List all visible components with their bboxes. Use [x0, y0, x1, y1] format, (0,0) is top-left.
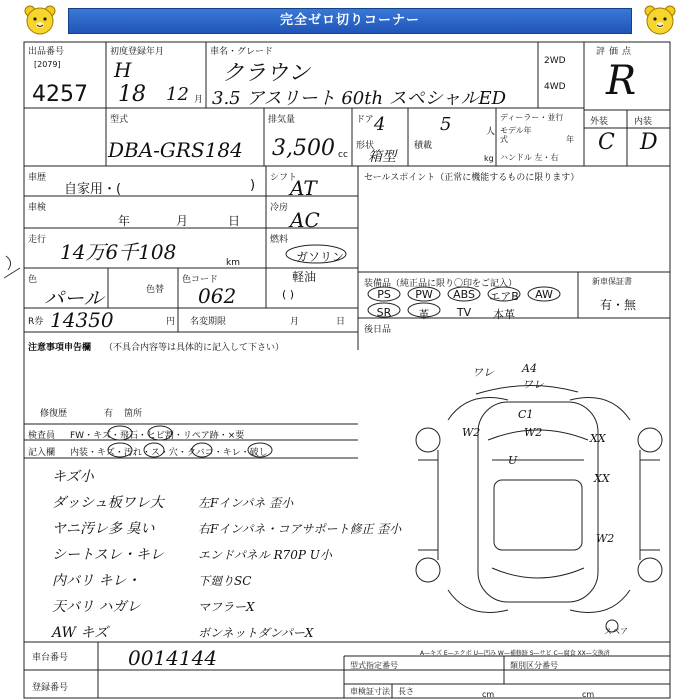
- warranty-label: 新車保証書: [592, 277, 632, 286]
- color-value: パール: [44, 286, 104, 310]
- gasoline-circle-icon: [284, 244, 348, 264]
- equipment-item: 本革: [493, 308, 515, 321]
- ac-label: 冷房: [270, 203, 289, 213]
- era-value: H: [114, 58, 132, 82]
- seat-unit: 人: [486, 127, 496, 137]
- handwritten-note: 内バリ キレ・: [52, 573, 141, 589]
- equipment-item: エアB: [489, 290, 519, 303]
- color-code-label: 色コード: [182, 275, 219, 285]
- fuel-paren: ( ): [282, 288, 295, 301]
- equipment-label: 装備品（純正品に限り〇印をご記入）: [364, 279, 518, 289]
- rear-label: 後日品: [364, 325, 392, 335]
- r-value: 14350: [50, 308, 114, 332]
- handwritten-note: シートスレ・キレ: [52, 547, 164, 563]
- history-label: 車歴: [28, 173, 47, 183]
- sales-label: セールスポイント（正常に機能するものに限ります）: [364, 173, 580, 183]
- equipment-item: ABS: [453, 288, 475, 301]
- equipment-circles-icon: [364, 286, 578, 318]
- diagram-mark: ワレ: [472, 366, 494, 379]
- diagram-legend: A—キズ E—エクボ U—凹み W—補修跡 S—サビ C—腐食 XX—交換済: [420, 650, 610, 657]
- ac-value: AC: [290, 208, 320, 232]
- interior-label: 内装: [634, 117, 653, 127]
- model-name: クラウン: [222, 61, 311, 86]
- expiry-day: 日: [336, 317, 346, 327]
- expiry-month: 月: [290, 317, 300, 327]
- spare-label: スペア: [604, 627, 628, 636]
- car-number-label: 車台番号: [32, 653, 69, 663]
- mileage-label: 走行: [28, 235, 47, 245]
- inspector-circles-icon: [100, 424, 280, 460]
- repair-label: 修復歴: [40, 409, 68, 419]
- handwritten-notes-left: [52, 464, 164, 646]
- inspection-label: 車検: [28, 203, 47, 213]
- handwritten-note: 天バリ ハガレ: [52, 599, 141, 615]
- diagram-mark: U: [508, 454, 518, 467]
- equipment-item: PW: [415, 288, 433, 301]
- handwritten-note: 右Fインパネ・コアサポート修正 歪小: [198, 522, 402, 536]
- history-close: ): [250, 178, 256, 193]
- length-label: 長さ: [398, 687, 414, 696]
- inspection-day: 日: [228, 214, 241, 228]
- year-value: 18: [118, 82, 146, 107]
- diagram-mark: XX: [594, 472, 610, 485]
- fuel-opt-gasoline: ガソリン: [296, 250, 345, 264]
- color-label: 色: [28, 275, 38, 285]
- equipment-item: AW: [535, 288, 553, 301]
- equipment-item: 革: [418, 308, 430, 321]
- handwritten-notes-right: [198, 490, 401, 646]
- reg-label: 登録番号: [32, 683, 69, 693]
- car-number-value: 0014144: [128, 646, 218, 670]
- month-unit: 月: [194, 95, 204, 105]
- month-value: 12: [166, 84, 189, 105]
- year-unit: 年: [566, 135, 574, 144]
- dealer-label: ディーラー・並行: [500, 113, 564, 122]
- inspection-year: 年: [118, 214, 131, 228]
- car-damage-diagram: [408, 360, 670, 640]
- unit-cm: cm: [582, 690, 595, 699]
- color-code-value: 062: [198, 284, 237, 308]
- grade-value: R: [606, 58, 637, 104]
- notes-label: 注意事項申告欄: [28, 343, 92, 353]
- lot-number: 4257: [32, 82, 88, 107]
- repair-value: 有: [104, 409, 114, 419]
- type-value: DBA-GRS184: [108, 138, 243, 162]
- banner-title: 完全ゼロ切りコーナー: [279, 13, 420, 28]
- load-label: 積載: [414, 141, 433, 151]
- equipment-item: TV: [456, 306, 472, 319]
- handwritten-note: AW キズ: [52, 625, 109, 641]
- unit-cm: cm: [482, 690, 495, 699]
- handwritten-note: ボンネットダンパーX: [198, 626, 314, 640]
- fuel-opt-diesel: 軽油: [292, 270, 317, 284]
- disp-value: 3,500: [272, 136, 335, 161]
- first-reg-label: 初度登録年月: [110, 47, 165, 57]
- equipment-item: SR: [376, 306, 392, 319]
- r-unit: 円: [166, 317, 176, 327]
- notes-label-note: （不具合内容等は具体的に記入して下さい）: [104, 343, 285, 353]
- handwritten-note: マフラーX: [198, 600, 255, 614]
- diagram-mark: ワレ: [522, 378, 544, 391]
- exterior-value: C: [598, 130, 615, 155]
- grade-label: 評価点: [596, 47, 636, 57]
- inspector-row1: FW・キズ・飛石・ヒビ割・リペア跡・×要: [70, 431, 245, 441]
- inspector-row2: 内装・キズ・汚れ・ス・穴・タバコ・キレ・破し: [70, 448, 268, 458]
- handwritten-note: ダッシュ板ワレ大: [52, 495, 164, 511]
- lot-label: 出品番号: [28, 47, 65, 57]
- disp-label: 排気量: [268, 115, 296, 125]
- shift-label: シフト: [270, 173, 298, 183]
- r-label: R券: [28, 317, 44, 327]
- diagram-mark: XX: [590, 432, 606, 445]
- mileage-unit: km: [226, 258, 240, 268]
- color-change-label: 色替: [146, 285, 165, 295]
- drive-2wd: 2WD: [544, 56, 566, 66]
- model-label: 車名・グレード: [210, 47, 274, 57]
- interior-value: D: [640, 130, 658, 155]
- mileage-value: 14万6千108: [60, 240, 177, 264]
- exterior-label: 外装: [590, 117, 609, 127]
- model-year-label: モデル年式: [500, 126, 532, 144]
- expiry-label: 名変期限: [190, 317, 227, 327]
- history-value: 自家用・(: [64, 182, 122, 197]
- door-value: 4: [374, 114, 386, 135]
- fuel-label: 燃料: [270, 235, 289, 245]
- writer-label: 記入欄: [28, 448, 56, 458]
- shift-value: AT: [290, 176, 317, 200]
- diagram-mark: W2: [462, 426, 481, 439]
- type-label: 型式: [110, 115, 129, 125]
- drive-4wd: 4WD: [544, 82, 566, 92]
- diagram-mark: W2: [596, 532, 615, 545]
- type-designation-label: 型式指定番号: [350, 661, 398, 670]
- handwritten-note: 下廻りSC: [198, 574, 252, 588]
- diagram-mark: A4: [522, 362, 537, 375]
- disp-unit: cc: [338, 150, 348, 160]
- category-label: 類別区分番号: [510, 661, 558, 670]
- diagram-mark: W2: [524, 426, 543, 439]
- handwritten-note: エンドパネル R70P U小: [198, 548, 332, 562]
- seat-value: 5: [440, 114, 452, 135]
- lot-code: [2079]: [34, 60, 61, 69]
- inspector-label: 検査員: [28, 431, 56, 441]
- shape-label: 形状: [356, 141, 375, 151]
- warranty-value: 有・無: [600, 298, 637, 312]
- repair-place: 箇所: [124, 409, 143, 419]
- grade-name: 3.5 アスリート 60th スペシャルED: [212, 88, 507, 109]
- handwritten-note: キズ小: [52, 469, 94, 485]
- handwritten-note: 左Fインパネ 歪小: [198, 496, 294, 510]
- handle-label: ハンドル 左・右: [500, 153, 559, 162]
- handwritten-note: ヤニ汚レ多 臭い: [52, 521, 155, 537]
- equipment-item: PS: [377, 288, 391, 301]
- dim-label: 車検証寸法: [350, 687, 390, 696]
- inspection-month: 月: [176, 214, 189, 228]
- load-unit: kg: [484, 154, 494, 163]
- door-label: ドア: [356, 115, 374, 125]
- diagram-mark: C1: [518, 408, 534, 421]
- shape-value: 箱型: [368, 149, 396, 165]
